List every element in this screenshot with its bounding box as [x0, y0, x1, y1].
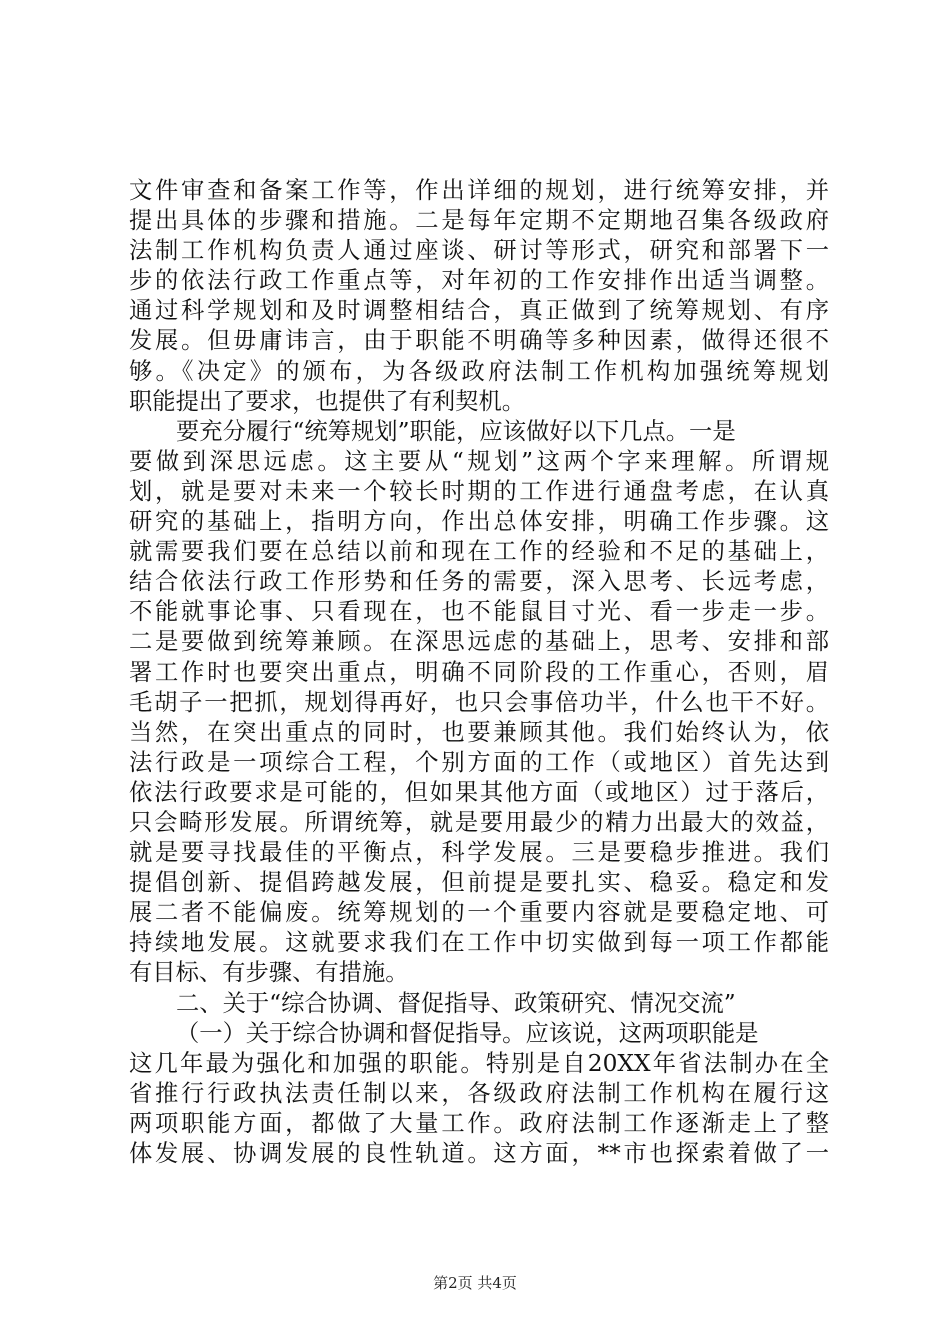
- text-line: 两项职能方面，都做了大量工作。政府法制工作逐渐走上了整: [129, 1109, 829, 1137]
- text-line: 这几年最为强化和加强的职能。特别是自20XX年省法制办在全: [129, 1049, 829, 1077]
- text-line: 就需要我们要在总结以前和现在工作的经验和不足的基础上，: [129, 538, 829, 566]
- section-heading: 二、关于“综合协调、督促指导、政策研究、情况交流”: [176, 989, 736, 1017]
- page-number-footer: 第2页 共4页: [433, 1274, 517, 1292]
- subsection-first-line: （一）关于综合协调和督促指导。应该说，这两项职能是: [176, 1019, 759, 1047]
- text-line: 当然，在突出重点的同时，也要兼顾其他。我们始终认为，依: [129, 718, 829, 746]
- text-line: 提出具体的步骤和措施。二是每年定期不定期地召集各级政府: [129, 207, 829, 235]
- text-line: 毛胡子一把抓，规划得再好，也只会事倍功半，什么也干不好。: [129, 688, 829, 716]
- text-line: 法制工作机构负责人通过座谈、研讨等形式，研究和部署下一: [129, 237, 829, 265]
- paragraph-first-line: 要充分履行“统筹规划”职能，应该做好以下几点。一是: [176, 417, 736, 445]
- text-line: 发展。但毋庸讳言，由于职能不明确等多种因素，做得还很不: [129, 327, 829, 355]
- text-line: 署工作时也要突出重点，明确不同阶段的工作重心，否则，眉: [129, 658, 829, 686]
- text-line: 通过科学规划和及时调整相结合，真正做到了统筹规划、有序: [129, 297, 829, 325]
- text-line: 要做到深思远虑。这主要从“规划”这两个字来理解。所谓规: [129, 447, 829, 475]
- text-line: 就是要寻找最佳的平衡点，科学发展。三是要稳步推进。我们: [129, 839, 829, 867]
- text-line: 只会畸形发展。所谓统筹，就是要用最少的精力出最大的效益，: [129, 808, 829, 836]
- text-line: 体发展、协调发展的良性轨道。这方面，**市也探索着做了一: [129, 1140, 829, 1167]
- text-line: 展二者不能偏废。统筹规划的一个重要内容就是要稳定地、可: [129, 899, 829, 927]
- text-line: 省推行行政执法责任制以来，各级政府法制工作机构在履行这: [129, 1079, 829, 1107]
- text-line: 研究的基础上，指明方向，作出总体安排，明确工作步骤。这: [129, 508, 829, 536]
- text-line: 结合依法行政工作形势和任务的需要，深入思考、长远考虑，: [129, 568, 829, 596]
- text-line: 职能提出了要求，也提供了有利契机。: [129, 387, 526, 415]
- text-line: 持续地发展。这就要求我们在工作中切实做到每一项工作都能: [129, 929, 829, 957]
- text-line: 划，就是要对未来一个较长时期的工作进行通盘考虑，在认真: [129, 477, 829, 505]
- text-line: 有目标、有步骤、有措施。: [129, 959, 409, 987]
- text-line: 依法行政要求是可能的，但如果其他方面（或地区）过于落后，: [129, 778, 829, 806]
- text-line: 法行政是一项综合工程，个别方面的工作（或地区）首先达到: [129, 748, 829, 776]
- text-line: 提倡创新、提倡跨越发展，但前提是要扎实、稳妥。稳定和发: [129, 869, 829, 897]
- body-text: [129, 176, 829, 1169]
- text-line: 文件审查和备案工作等，作出详细的规划，进行统筹安排，并: [129, 177, 829, 204]
- text-line: 步的依法行政工作重点等，对年初的工作安排作出适当调整。: [129, 267, 829, 295]
- text-line: 不能就事论事、只看现在，也不能鼠目寸光、看一步走一步。: [129, 598, 829, 626]
- text-line: 够。《决定》的颁布，为各级政府法制工作机构加强统筹规划: [129, 357, 829, 385]
- text-line: 二是要做到统筹兼顾。在深思远虑的基础上，思考、安排和部: [129, 628, 829, 656]
